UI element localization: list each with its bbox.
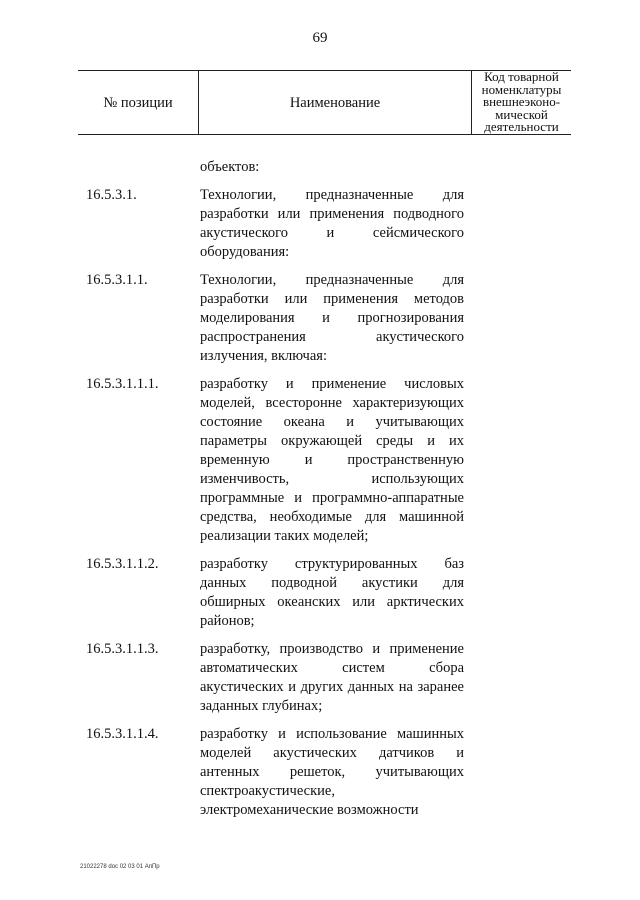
table-row: [0, 375, 640, 546]
row-number: 16.5.3.1.: [86, 187, 137, 203]
row-text: разработку структурированных баз данных подводной акустики для обширных океанских или арктических районов;: [200, 556, 464, 629]
header-code-line: деятельности: [484, 119, 559, 134]
table-row: [0, 640, 640, 716]
header-code-line: внешнеэконо-: [482, 94, 561, 109]
row-number: 16.5.3.1.1.2.: [86, 556, 159, 572]
table-row: [0, 725, 640, 820]
table-header: [78, 70, 571, 135]
row-text: Технологии, предназначенные для разработки или применения подводного акустического и сейсмического оборудования:: [200, 187, 464, 260]
row-text: разработку и использование машинных моделей акустических датчиков и антенных решеток, учитывающих спектроакустические, электромеханические возможности: [200, 726, 464, 818]
table-row: [0, 271, 640, 366]
row-text: разработку, производство и применение автоматических систем сбора акустических и других данных на заранее заданных глубинах;: [200, 641, 464, 714]
row-text: разработку и применение числовых моделей, всесторонне характеризующих состояние океана и учитывающих параметры окружающей среды и их временную и пространственную изменчивость, использующих программные и программно-аппаратные средства, необходимые для машинной реализации таких моделей;: [200, 376, 464, 544]
row-text: объектов:: [200, 159, 260, 175]
header-name: Наименование: [289, 95, 381, 111]
header-code-line: Код товарной: [484, 69, 559, 84]
row-number: 16.5.3.1.1.4.: [86, 726, 159, 742]
header-code-line: мической: [495, 106, 548, 122]
table-row: [0, 158, 640, 177]
document-footer: 21022278 doc 02 03 01 АпПр: [80, 864, 160, 870]
page-number: 69: [312, 30, 328, 46]
header-code-line: номенклатуры: [481, 81, 562, 97]
row-number: 16.5.3.1.1.: [86, 272, 148, 288]
row-text: Технологии, предназначенные для разработки или применения методов моделирования и прогнозирования распространения акустического излучения, включая:: [200, 272, 464, 364]
table-row: [0, 555, 640, 631]
table-row: [0, 186, 640, 262]
row-number: 16.5.3.1.1.1.: [86, 376, 159, 392]
row-number: 16.5.3.1.1.3.: [86, 641, 159, 657]
table-body: [0, 158, 640, 820]
header-position: № позиции: [103, 95, 173, 111]
header-code: [472, 71, 571, 134]
